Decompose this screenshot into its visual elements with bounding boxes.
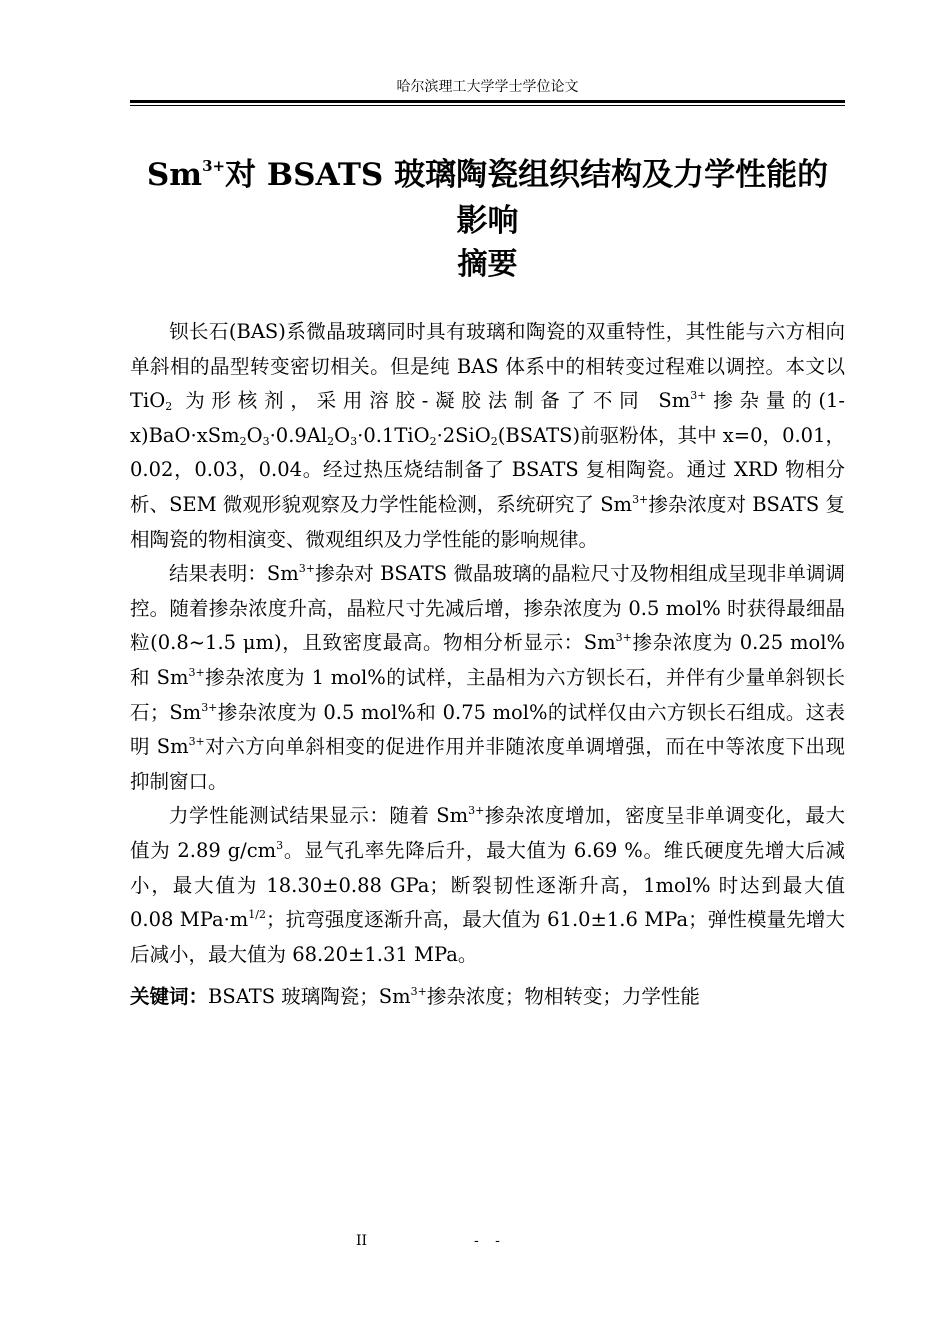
- superscript: 3+: [201, 700, 218, 714]
- superscript: 3+: [690, 389, 707, 403]
- title-line-2: 影响: [456, 203, 519, 239]
- header-rule-thick: [130, 100, 845, 103]
- superscript: 1/2: [248, 908, 266, 922]
- text-run: 掺杂浓度增加，密度呈非单调变化，最大值为 2.89 g/cm: [130, 804, 845, 862]
- keywords-line: [130, 980, 845, 1014]
- keywords-label: 关键词：: [130, 985, 209, 1009]
- text-run: ；抗弯强度逐渐升高，最大值为 61.0±1.6 MPa；弹性模量先增大后减小，最大值为 68.20±1.31 MPa。: [130, 908, 845, 966]
- text-run: 为形核剂，采用溶胶-凝胶法制备了不同 Sm: [172, 389, 691, 413]
- text-run: 掺杂浓度为 1 mol%的试样，主晶相为六方钡长石，并伴有少量单斜钡长石；Sm: [130, 665, 845, 724]
- abstract-body: [130, 315, 845, 1014]
- text-run: ·2SiO: [436, 423, 491, 447]
- text-run: 掺杂浓度对 BSATS 复相陶瓷的物相演变、微观组织及力学性能的影响规律。: [130, 492, 846, 551]
- text-run: 。显气孔率先降后升，最大值为 6.69 %。维氏硬度先增大后减小，最大值为 18.30±0.88 GPa；断裂韧性逐渐升高，1mol% 时达到最大值 0.08 MPa·m: [130, 838, 845, 932]
- text-run: 结果表明：Sm: [169, 562, 299, 586]
- subscript: 2: [429, 434, 437, 448]
- superscript: 3+: [188, 665, 205, 679]
- abstract-paragraph-1: [130, 315, 845, 557]
- text-run: 掺杂对 BSATS 微晶玻璃的晶粒尺寸及物相组成呈现非单调调控。随着掺杂浓度升高，晶粒尺寸先减后增，掺杂浓度为 0.5 mol% 时获得最细晶粒(0.8~1.5 μm)，且致密度最高。物相分析显示：Sm: [130, 562, 845, 655]
- title-line1-rest: 对 BSATS 玻璃陶瓷组织结构及力学性能的: [225, 157, 829, 193]
- footer-dashes: - -: [474, 1233, 506, 1249]
- superscript: 3+: [298, 562, 315, 576]
- superscript: 3+: [615, 631, 632, 645]
- text-run: 钡长石(BAS)系微晶玻璃同时具有玻璃和陶瓷的双重特性，其性能与六方相向单斜相的晶型转变密切相关。但是纯 BAS 体系中的相转变过程难以调控。本文以 TiO: [130, 320, 845, 413]
- subscript: 2: [490, 434, 498, 448]
- text-run: O: [334, 423, 351, 447]
- subscript: 3: [350, 434, 358, 448]
- superscript: 3+: [188, 735, 205, 749]
- thesis-title: [130, 152, 845, 244]
- superscript: 3+: [410, 985, 427, 999]
- title-line-1: [130, 152, 845, 198]
- subscript: 3: [262, 434, 270, 448]
- text-run: ·0.1TiO: [357, 423, 430, 447]
- header-rule-thin: [130, 105, 845, 106]
- text-run: 对六方向单斜相变的促进作用并非随浓度单调增强，而在中等浓度下出现抑制窗口。: [130, 735, 845, 793]
- subscript: 2: [239, 434, 247, 448]
- keywords-text: 掺杂浓度；物相转变；力学性能: [426, 985, 700, 1009]
- superscript: 3+: [468, 804, 485, 818]
- keywords-text: BSATS 玻璃陶瓷；Sm: [208, 985, 411, 1009]
- subscript: 2: [165, 400, 173, 414]
- text-run: ·0.9Al: [269, 423, 328, 447]
- text-run: O: [246, 423, 263, 447]
- abstract-paragraph-2: [130, 557, 845, 799]
- subscript: 2: [327, 434, 335, 448]
- superscript: 3+: [632, 492, 649, 506]
- abstract-paragraph-3: [130, 799, 845, 972]
- superscript: 3: [276, 838, 284, 852]
- text-run: 掺杂浓度为 0.5 mol%和 0.75 mol%的试样仅由六方钡长石组成。这表明 Sm: [130, 700, 845, 759]
- text-run: 掺杂量的(1-x)BaO·xSm: [130, 389, 845, 447]
- text-run: 力学性能测试结果显示：随着 Sm: [169, 804, 469, 828]
- running-header: 哈尔滨理工大学学士学位论文: [396, 79, 579, 95]
- title-superscript: 3+: [202, 157, 226, 175]
- abstract-heading: 摘要: [457, 247, 518, 282]
- text-run: (BSATS)前驱粉体，其中 x=0，0.01，0.02，0.03，0.04。经过热压烧结制备了 BSATS 复相陶瓷。通过 XRD 物相分析、SEM 微观形貌观察及力学性能检测，系统研究了 Sm: [130, 423, 845, 516]
- text-run: 掺杂浓度为 0.25 mol%和 Sm: [130, 631, 845, 689]
- title-prefix: Sm: [146, 157, 203, 193]
- page-number: II: [356, 1233, 368, 1249]
